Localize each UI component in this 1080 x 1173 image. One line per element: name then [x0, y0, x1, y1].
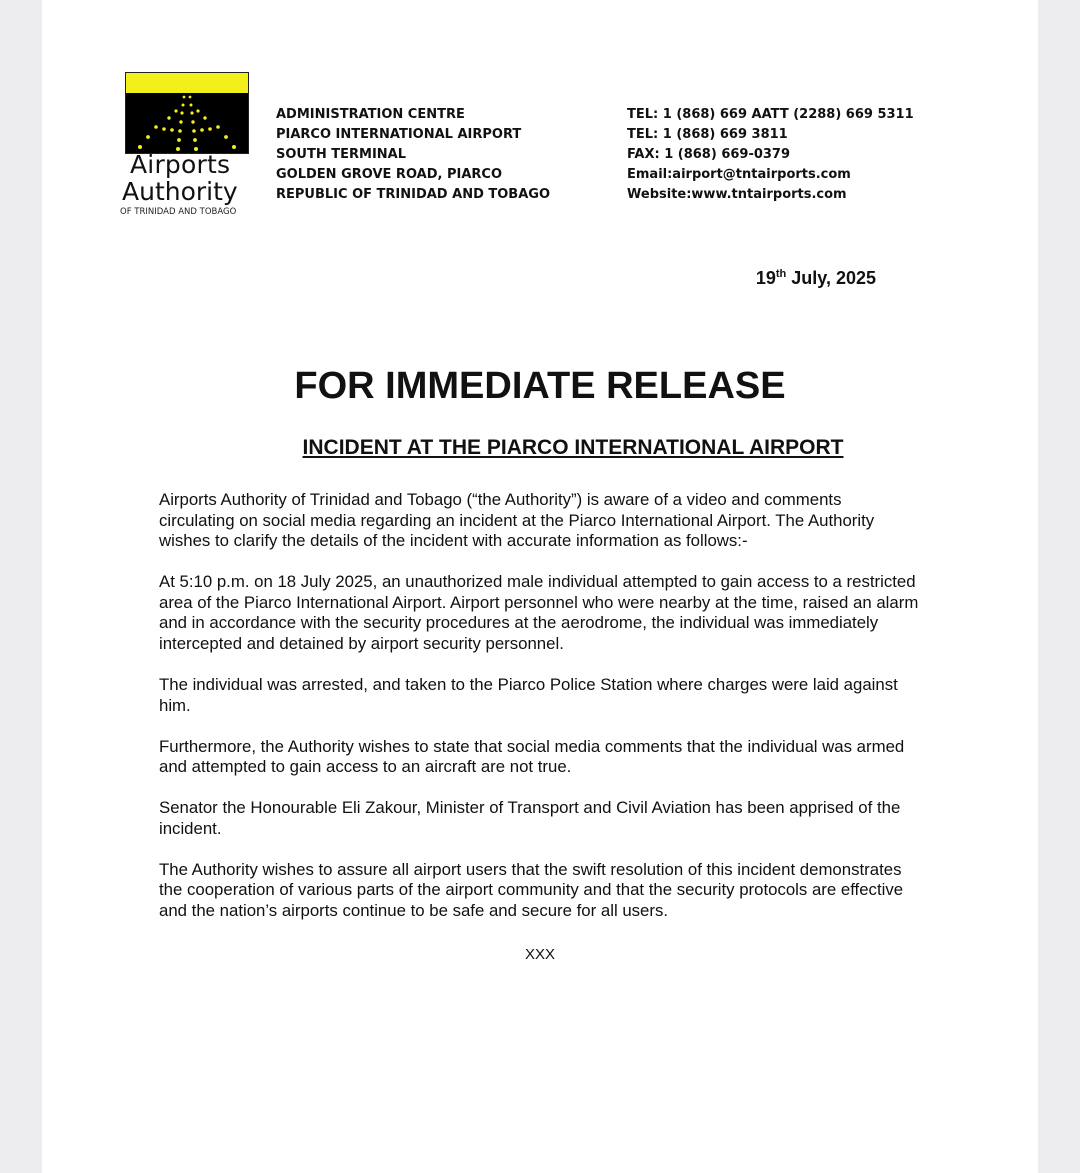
contact-tel-2: TEL: 1 (868) 669 3811: [627, 127, 788, 142]
contact-fax: FAX: 1 (868) 669-0379: [627, 147, 791, 162]
address-line: SOUTH TERMINAL: [276, 147, 406, 162]
contact-block: [627, 105, 914, 205]
paragraph: Furthermore, the Authority wishes to state that social media comments that the individual was armed and attempted to gain access to an aircraft are not true.: [159, 736, 905, 777]
date-day: 19: [755, 268, 776, 288]
runway-lights-graphic: [126, 93, 248, 153]
date-suffix: th: [775, 268, 787, 280]
page-title: FOR IMMEDIATE RELEASE: [294, 365, 786, 407]
contact-website: Website:www.tntairports.com: [627, 187, 847, 202]
release-date: [756, 268, 876, 289]
end-mark: XXX: [524, 946, 555, 963]
address-line: ADMINISTRATION CENTRE: [276, 107, 465, 122]
paragraph: The Authority wishes to assure all airport users that the swift resolution of this incident demonstrates the cooperation of various parts of the airport community and that the security protocols are effective and the nation’s airports continue to be safe and secure for all users.: [159, 859, 904, 920]
address-block: [276, 105, 550, 205]
paragraph: Senator the Honourable Eli Zakour, Minister of Transport and Civil Aviation has been apprised of the incident.: [159, 798, 901, 838]
contact-tel-1: TEL: 1 (868) 669 AATT (2288) 669 5311: [627, 107, 914, 122]
logo-word-airports: Airports: [130, 150, 231, 179]
address-line: GOLDEN GROVE ROAD, PIARCO: [276, 167, 502, 182]
contact-email: Email:airport@tntairports.com: [627, 167, 851, 182]
release-body: [159, 490, 919, 942]
runway-lights-icon: [125, 72, 249, 154]
release-subtitle: INCIDENT AT THE PIARCO INTERNATIONAL AIRPORT: [302, 436, 844, 459]
logo-subtitle: OF TRINIDAD AND TOBAGO: [120, 207, 237, 217]
logo-yellow-bar: [126, 73, 248, 93]
airports-authority-logo: [120, 70, 262, 220]
paragraph: Airports Authority of Trinidad and Tobago (“the Authority”) is aware of a video and comments circulating on social media regarding an incident at the Piarco International Airport. The Authority wishes to clarify the details of the incident with accurate information as follows:-: [159, 490, 875, 551]
logo-word-authority: Authority: [122, 177, 238, 206]
paragraph: At 5:10 p.m. on 18 July 2025, an unauthorized male individual attempted to gain access to a restricted area of the Piarco International Airport. Airport personnel who were nearby at the time, raised an alarm and in accordance with the security procedures at the aerodrome, the individual was immediately intercepted and detained by airport security personnel.: [159, 572, 919, 653]
press-release-page: [42, 0, 1038, 1173]
paragraph: The individual was arrested, and taken to the Piarco Police Station where charges were laid against him.: [159, 674, 898, 715]
address-line: REPUBLIC OF TRINIDAD AND TOBAGO: [276, 187, 550, 202]
address-line: PIARCO INTERNATIONAL AIRPORT: [276, 127, 522, 142]
date-rest: July, 2025: [786, 268, 876, 288]
